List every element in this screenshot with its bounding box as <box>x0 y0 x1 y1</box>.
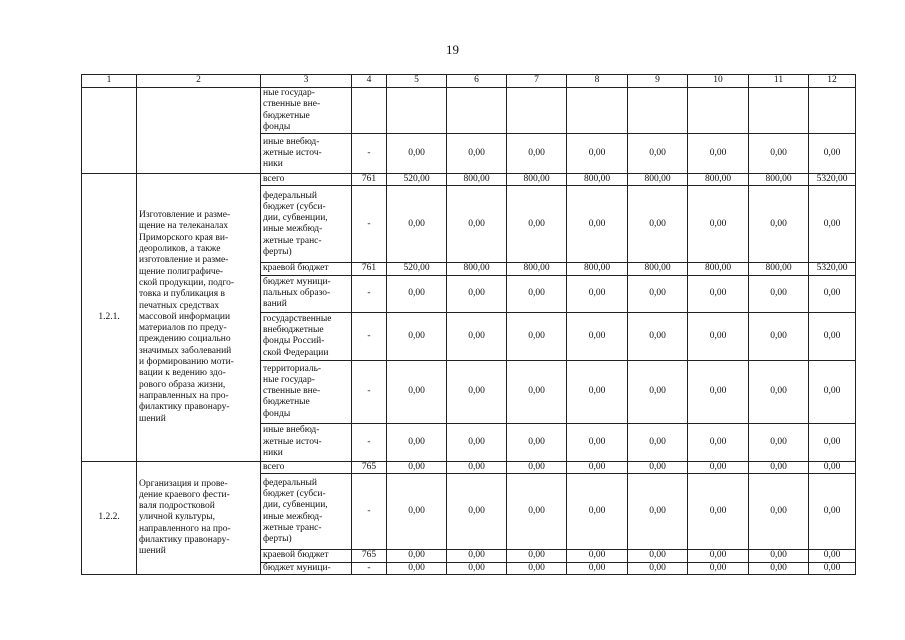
budget-code-cell: - <box>352 423 387 461</box>
value-cell: 0,00 <box>628 360 688 423</box>
value-cell: 0,00 <box>628 134 688 174</box>
funding-source-cell: краевой бюджет <box>261 550 352 563</box>
value-cell: 0,00 <box>809 474 856 550</box>
value-cell: 0,00 <box>809 186 856 263</box>
value-cell: 0,00 <box>809 423 856 461</box>
value-cell: 0,00 <box>387 461 447 473</box>
value-cell: 800,00 <box>567 263 628 275</box>
budget-code-cell: 765 <box>352 461 387 473</box>
column-header: 3 <box>261 75 352 88</box>
funding-source-cell: бюджет муници- <box>261 563 352 575</box>
value-cell: 0,00 <box>809 461 856 473</box>
value-cell: 0,00 <box>688 550 749 563</box>
value-cell: 0,00 <box>688 474 749 550</box>
budget-code-cell: 761 <box>352 174 387 186</box>
column-header: 1 <box>82 75 137 88</box>
table-header-row <box>82 75 856 88</box>
value-cell: 0,00 <box>567 474 628 550</box>
column-header: 2 <box>137 75 261 88</box>
value-cell: 0,00 <box>688 461 749 473</box>
value-cell: 0,00 <box>387 275 447 312</box>
value-cell: 0,00 <box>507 312 567 360</box>
value-cell: 0,00 <box>447 461 507 473</box>
value-cell: 0,00 <box>447 474 507 550</box>
funding-source-cell: иные внебюд- жетные источ- ники <box>261 423 352 461</box>
value-cell: 0,00 <box>628 312 688 360</box>
budget-code-cell: - <box>352 312 387 360</box>
value-cell: 0,00 <box>749 474 809 550</box>
value-cell: 0,00 <box>567 550 628 563</box>
budget-code-cell: - <box>352 360 387 423</box>
value-cell <box>688 88 749 134</box>
value-cell: 0,00 <box>628 423 688 461</box>
column-header: 6 <box>447 75 507 88</box>
value-cell: 0,00 <box>387 312 447 360</box>
value-cell: 800,00 <box>447 263 507 275</box>
value-cell: 0,00 <box>809 563 856 575</box>
value-cell: 800,00 <box>507 174 567 186</box>
funding-source-cell: иные внебюд- жетные источ- ники <box>261 134 352 174</box>
value-cell <box>387 88 447 134</box>
value-cell: 0,00 <box>567 312 628 360</box>
value-cell <box>567 88 628 134</box>
item-name-cell: Изготовление и разме- щение на телеканалах Приморского края ви- деороликов, а также изготовление и разме- щение полиграфиче- ской продукции, подго- товка и публикация в печатных средствах массовой информации материалов по преду- преждению социально значимых заболеваний и формированию моти- вации к ведению здо- рового образа жизни, направленных на про- филактику правонару- шений <box>137 174 261 462</box>
value-cell: 800,00 <box>628 263 688 275</box>
value-cell: 0,00 <box>809 275 856 312</box>
item-code-cell: 1.2.1. <box>82 174 137 462</box>
value-cell: 0,00 <box>749 461 809 473</box>
value-cell: 800,00 <box>749 174 809 186</box>
value-cell: 0,00 <box>387 550 447 563</box>
value-cell: 0,00 <box>507 134 567 174</box>
value-cell: 0,00 <box>749 186 809 263</box>
value-cell: 0,00 <box>567 461 628 473</box>
column-header: 10 <box>688 75 749 88</box>
value-cell: 0,00 <box>507 423 567 461</box>
value-cell: 0,00 <box>628 474 688 550</box>
value-cell <box>447 88 507 134</box>
value-cell: 0,00 <box>447 550 507 563</box>
value-cell: 0,00 <box>688 312 749 360</box>
item-code-cell <box>82 88 137 174</box>
item-code-cell: 1.2.2. <box>82 461 137 575</box>
value-cell: 0,00 <box>387 360 447 423</box>
budget-code-cell: 761 <box>352 263 387 275</box>
value-cell: 0,00 <box>809 360 856 423</box>
funding-source-cell: территориаль- ные государ- ственные вне- бюджетные фонды <box>261 360 352 423</box>
value-cell: 800,00 <box>688 174 749 186</box>
value-cell: 0,00 <box>749 550 809 563</box>
value-cell: 0,00 <box>447 275 507 312</box>
funding-source-cell: всего <box>261 174 352 186</box>
value-cell: 0,00 <box>628 461 688 473</box>
funding-source-cell: бюджет муници- пальных образо- ваний <box>261 275 352 312</box>
budget-table <box>81 74 856 575</box>
value-cell: 0,00 <box>749 134 809 174</box>
column-header: 11 <box>749 75 809 88</box>
value-cell <box>628 88 688 134</box>
budget-code-cell: - <box>352 474 387 550</box>
value-cell: 0,00 <box>387 186 447 263</box>
value-cell: 0,00 <box>749 312 809 360</box>
value-cell: 0,00 <box>507 550 567 563</box>
value-cell: 0,00 <box>567 563 628 575</box>
value-cell: 0,00 <box>749 360 809 423</box>
value-cell: 0,00 <box>567 186 628 263</box>
value-cell: 5320,00 <box>809 174 856 186</box>
column-header: 7 <box>507 75 567 88</box>
value-cell: 0,00 <box>387 423 447 461</box>
value-cell: 0,00 <box>628 550 688 563</box>
value-cell: 0,00 <box>567 360 628 423</box>
value-cell: 0,00 <box>749 423 809 461</box>
budget-code-cell: 765 <box>352 550 387 563</box>
item-name-cell <box>137 88 261 174</box>
value-cell: 0,00 <box>507 563 567 575</box>
value-cell: 0,00 <box>809 550 856 563</box>
funding-source-cell: федеральный бюджет (субси- дии, субвенции, иные межбюд- жетные транс- ферты) <box>261 474 352 550</box>
budget-code-cell: - <box>352 134 387 174</box>
value-cell: 5320,00 <box>809 263 856 275</box>
value-cell <box>809 88 856 134</box>
value-cell: 800,00 <box>507 263 567 275</box>
value-cell <box>749 88 809 134</box>
table-row <box>82 174 856 186</box>
value-cell: 0,00 <box>688 275 749 312</box>
value-cell: 0,00 <box>749 563 809 575</box>
value-cell: 800,00 <box>628 174 688 186</box>
column-header: 12 <box>809 75 856 88</box>
value-cell: 800,00 <box>688 263 749 275</box>
value-cell: 0,00 <box>567 275 628 312</box>
value-cell <box>507 88 567 134</box>
value-cell: 0,00 <box>387 563 447 575</box>
value-cell: 520,00 <box>387 174 447 186</box>
value-cell: 0,00 <box>567 423 628 461</box>
value-cell: 0,00 <box>447 134 507 174</box>
value-cell: 0,00 <box>507 275 567 312</box>
value-cell: 0,00 <box>507 461 567 473</box>
value-cell: 0,00 <box>628 275 688 312</box>
value-cell: 0,00 <box>688 186 749 263</box>
value-cell: 0,00 <box>447 423 507 461</box>
column-header: 4 <box>352 75 387 88</box>
table-row <box>82 88 856 134</box>
value-cell: 0,00 <box>507 360 567 423</box>
value-cell: 0,00 <box>447 186 507 263</box>
page-number: 19 <box>446 42 459 57</box>
budget-code-cell <box>352 88 387 134</box>
table-row <box>82 461 856 473</box>
item-name-cell: Организация и прове- дение краевого фести- валя подростковой уличной культуры, направленного на про- филактику правонару- шений <box>137 461 261 575</box>
value-cell: 0,00 <box>809 312 856 360</box>
value-cell: 0,00 <box>567 134 628 174</box>
value-cell: 0,00 <box>688 423 749 461</box>
value-cell: 800,00 <box>567 174 628 186</box>
value-cell: 0,00 <box>507 474 567 550</box>
value-cell: 0,00 <box>749 275 809 312</box>
budget-code-cell: - <box>352 275 387 312</box>
budget-code-cell: - <box>352 563 387 575</box>
column-header: 5 <box>387 75 447 88</box>
value-cell: 0,00 <box>628 186 688 263</box>
value-cell: 0,00 <box>688 360 749 423</box>
value-cell: 0,00 <box>809 134 856 174</box>
column-header: 8 <box>567 75 628 88</box>
value-cell: 0,00 <box>688 563 749 575</box>
value-cell: 520,00 <box>387 263 447 275</box>
value-cell: 0,00 <box>447 563 507 575</box>
value-cell: 0,00 <box>628 563 688 575</box>
funding-source-cell: федеральный бюджет (субси- дии, субвенции, иные межбюд- жетные транс- ферты) <box>261 186 352 263</box>
funding-source-cell: государственные внебюджетные фонды Россий- ской Федерации <box>261 312 352 360</box>
value-cell: 800,00 <box>749 263 809 275</box>
column-header: 9 <box>628 75 688 88</box>
value-cell: 800,00 <box>447 174 507 186</box>
value-cell: 0,00 <box>507 186 567 263</box>
budget-code-cell: - <box>352 186 387 263</box>
value-cell: 0,00 <box>447 312 507 360</box>
funding-source-cell: ные государ- ственные вне- бюджетные фонды <box>261 88 352 134</box>
value-cell: 0,00 <box>688 134 749 174</box>
funding-source-cell: краевой бюджет <box>261 263 352 275</box>
funding-source-cell: всего <box>261 461 352 473</box>
value-cell: 0,00 <box>387 134 447 174</box>
value-cell: 0,00 <box>447 360 507 423</box>
value-cell: 0,00 <box>387 474 447 550</box>
